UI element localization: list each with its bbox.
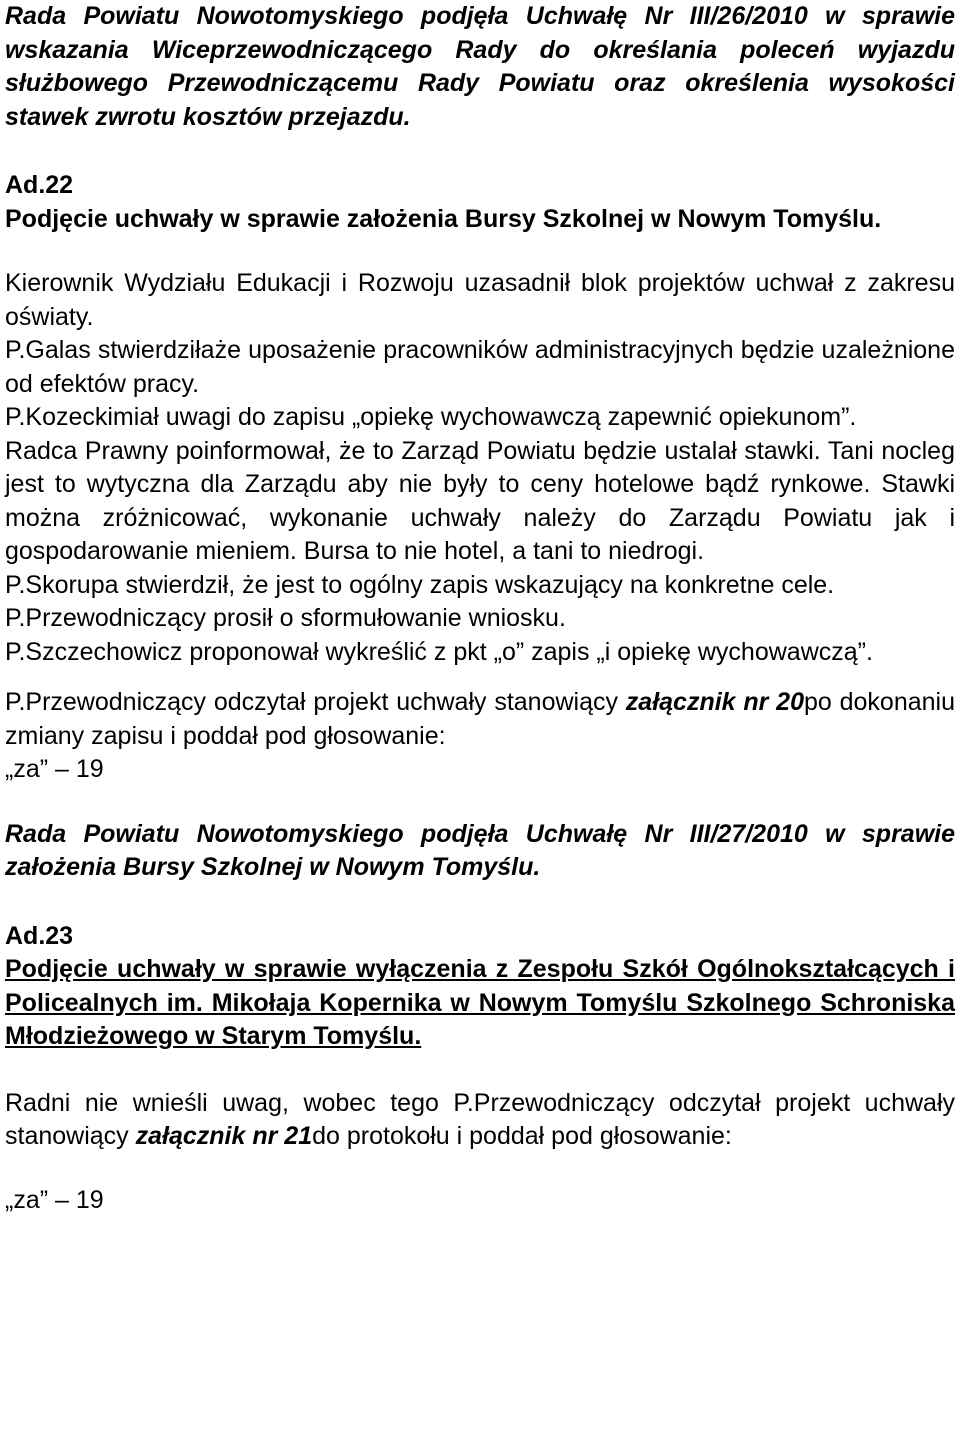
agenda-item-number-23: Ad.23 <box>5 921 74 950</box>
text-segment: Radni nie wnieśli uwag, wobec tego P.Przewodniczący odczytał projekt uchwały stanowiący <box>5 1088 955 1150</box>
agenda-item-title-23: Podjęcie uchwały w sprawie wyłączenia z Zespołu Szkół Ogólnokształcących i Policealnych im. Mikołaja Kopernika w Nowym Tomyślu Szkolnego Schroniska Młodzieżowego w Starym Tomyślu. <box>5 955 955 1050</box>
resolution-statement-27: Rada Powiatu Nowotomyskiego podjęła Uchwałę Nr III/27/2010 w sprawie założenia Bursy Szkolnej w Nowym Tomyślu. <box>5 819 955 881</box>
agenda-item-number-22: Ad.22 <box>5 171 74 199</box>
paragraph-chairman-request: P.Przewodniczący prosił o sformułowanie wniosku. <box>5 604 566 632</box>
paragraph-kozecki: P.Kozeckimiał uwagi do zapisu „opiekę wychowawczą zapewnić opiekunom”. <box>5 403 857 431</box>
paragraph-chairman-reading-23 <box>5 1087 955 1154</box>
vote-result-22: „za” – 19 <box>5 755 104 783</box>
paragraph-galas: P.Galas stwierdziłaże uposażenie pracowników administracyjnych będzie uzależnione od efektów pracy. <box>5 336 955 398</box>
vote-result-23: „za” – 19 <box>5 1185 104 1214</box>
paragraph-skorupa: P.Skorupa stwierdził, że jest to ogólny zapis wskazujący na konkretne cele. <box>5 570 835 599</box>
paragraph-chairman-reading-22 <box>5 686 955 753</box>
attachment-reference-20: załącznik nr 20 <box>625 688 804 716</box>
text-segment: do protokołu i poddał pod głosowanie: <box>312 1122 732 1150</box>
attachment-reference-21: załącznik nr 21 <box>135 1122 313 1150</box>
document-page <box>5 0 955 1217</box>
paragraph-education-head: Kierownik Wydziału Edukacji i Rozwoju uzasadnił blok projektów uchwał z zakresu oświaty. <box>5 269 955 331</box>
paragraph-szczechowicz: P.Szczechowicz proponował wykreślić z pkt „o” zapis „i opiekę wychowawczą”. <box>5 637 873 666</box>
text-segment: po dokonaniu zmiany zapisu i poddał pod głosowanie: <box>5 688 955 750</box>
resolution-statement-26: Rada Powiatu Nowotomyskiego podjęła Uchwałę Nr III/26/2010 w sprawie wskazania Wiceprzewodniczącego Rady do określania poleceń wyjazdu służbowego Przewodniczącemu Rady Powiatu oraz określenia wysokości stawek zwrotu kosztów przejazdu. <box>5 2 955 131</box>
text-segment: P.Przewodniczący odczytał projekt uchwały stanowiący <box>5 688 626 716</box>
agenda-item-title-22: Podjęcie uchwały w sprawie założenia Bursy Szkolnej w Nowym Tomyślu. <box>5 204 882 233</box>
paragraph-legal-counsel: Radca Prawny poinformował, że to Zarząd Powiatu będzie ustalał stawki. Tani nocleg jest to wytyczna dla Zarządu aby nie były to ceny hotelowe bądź rynkowe. Stawki można zróżnicować, wykonanie uchwały należy do Zarządu Powiatu jak i gospodarowanie mieniem. Bursa to nie hotel, a tani to niedrogi. <box>5 436 955 565</box>
